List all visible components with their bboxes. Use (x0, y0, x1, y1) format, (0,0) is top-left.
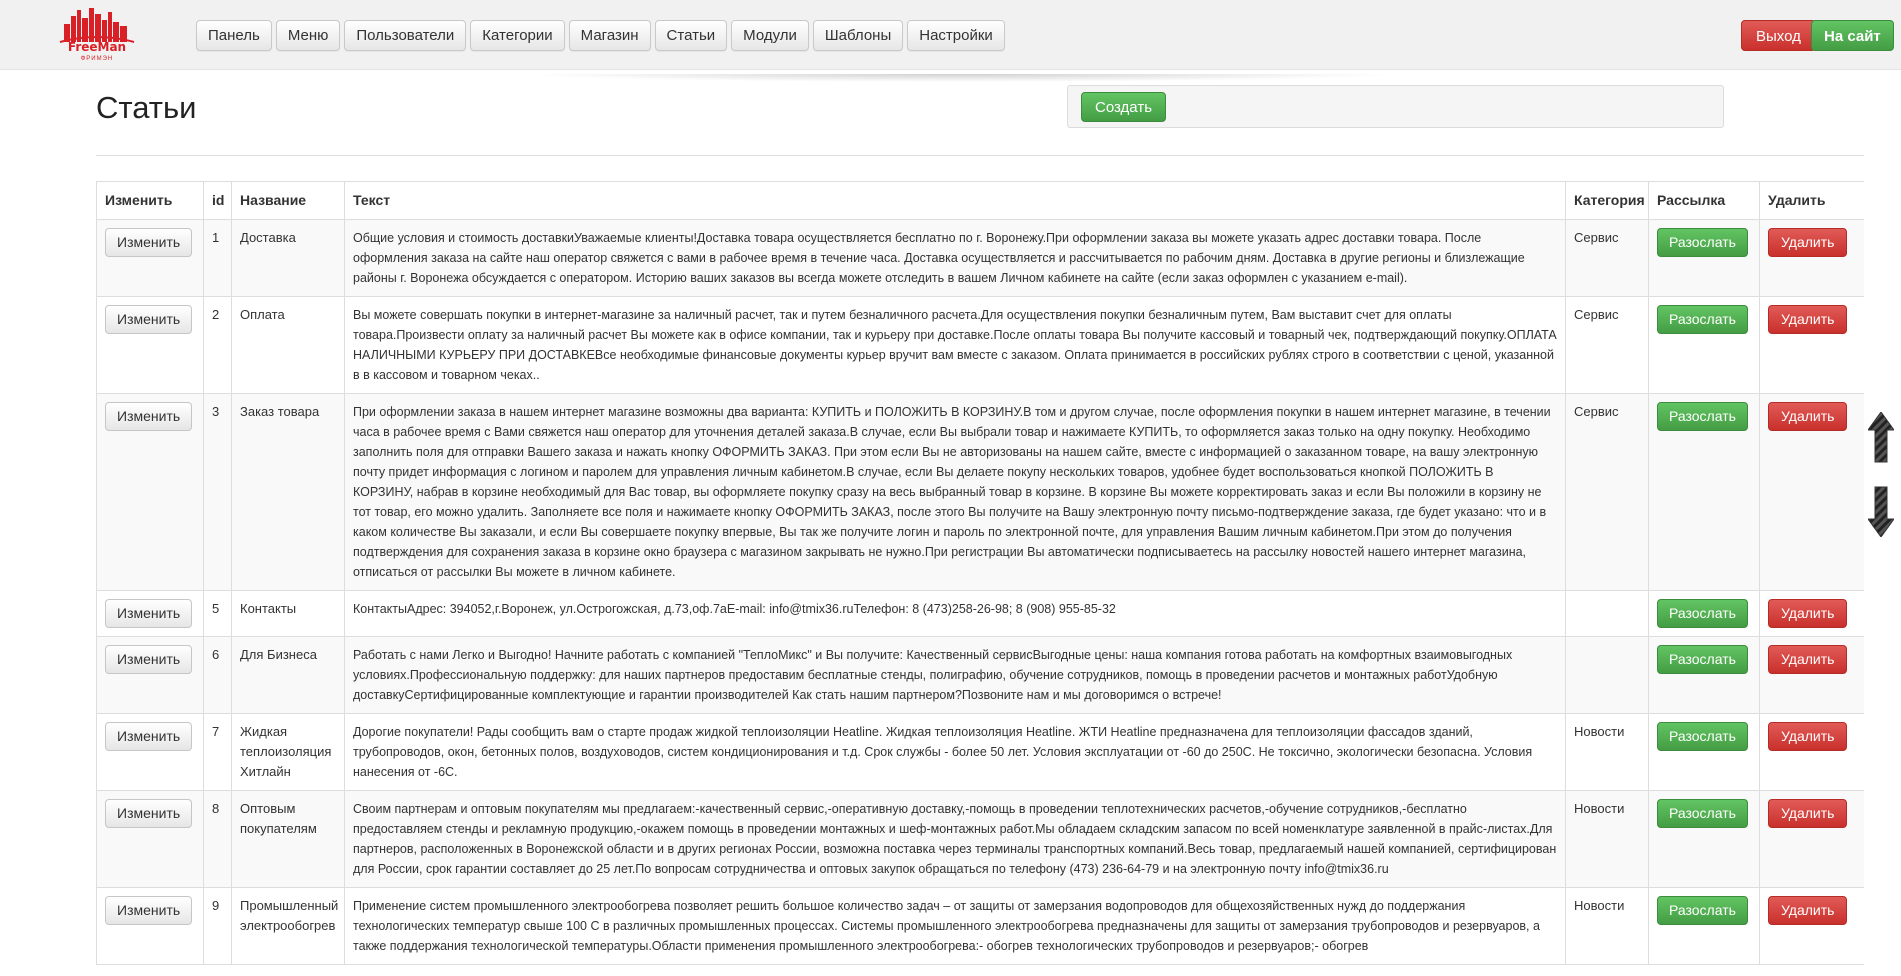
table-row (97, 394, 1865, 591)
row-name: Оплата (232, 297, 345, 394)
edit-button[interactable]: Изменить (105, 228, 192, 257)
col-header-id: id (204, 182, 232, 220)
row-id: 2 (204, 297, 232, 394)
send-button[interactable]: Разослать (1657, 896, 1748, 925)
row-category: Сервис (1566, 394, 1649, 591)
nav-menu[interactable]: Меню (276, 20, 341, 51)
row-category: Новости (1566, 888, 1649, 965)
nav-panel[interactable]: Панель (196, 20, 272, 51)
row-category: Сервис (1566, 297, 1649, 394)
send-button[interactable]: Разослать (1657, 599, 1748, 628)
table-row (97, 591, 1865, 637)
edit-button[interactable]: Изменить (105, 402, 192, 431)
delete-button[interactable]: Удалить (1768, 305, 1847, 334)
send-button[interactable]: Разослать (1657, 799, 1748, 828)
row-id: 9 (204, 888, 232, 965)
brand-name: FreeMan (67, 40, 127, 54)
edit-button[interactable]: Изменить (105, 645, 192, 674)
row-text: Общие условия и стоимость доставкиУважаемые клиенты!Доставка товара осуществляется бесплатно по г. Воронежу.При оформлении заказа вы можете указать адрес доставки товара. После оформления заказа на сайте наш оператор свяжется с вами в рабочее время в течение часа. Доставка осуществляется и рассчитывается по рабочим дням. Доставка в другие регионы и близлежащие районы г. Воронежа обсуждается с оператором. Историю ваших заказов вы всегда можете отследить в вашем Личном кабинете на сайте (если заказ оформлен с указанием e-mail). (345, 220, 1566, 297)
articles-table (96, 181, 1864, 965)
table-row (97, 791, 1865, 888)
nav-templates[interactable]: Шаблоны (813, 20, 903, 51)
nav-settings[interactable]: Настройки (907, 20, 1005, 51)
edit-button[interactable]: Изменить (105, 896, 192, 925)
send-button[interactable]: Разослать (1657, 228, 1748, 257)
row-text: Работать с нами Легко и Выгодно! Начните работать с компанией "ТеплоМикс" и Вы получите: Качественный сервисВыгодные цены: наша компания готова работать на комфортных взаимовыгодных условиях.Профессиональную поддержку: для наших партнеров предоставим бесплатные стенды, полиграфию, обучение сотрудников, помощь в проведении расчетов и монтажных работУдобную доставкуСертифицированные комплектующие и гарантии производителей Как стать нашим партнером?Позвоните нам и мы договоримся о встрече! (345, 637, 1566, 714)
table-row (97, 220, 1865, 297)
table-header-row (97, 182, 1865, 220)
edit-button[interactable]: Изменить (105, 799, 192, 828)
delete-button[interactable]: Удалить (1768, 799, 1847, 828)
row-name: Жидкая теплоизоляция Хитлайн (232, 714, 345, 791)
row-category: Новости (1566, 714, 1649, 791)
nav-shop[interactable]: Магазин (569, 20, 651, 51)
col-header-name: Название (232, 182, 345, 220)
delete-button[interactable]: Удалить (1768, 599, 1847, 628)
row-name: Контакты (232, 591, 345, 637)
row-category: Новости (1566, 791, 1649, 888)
send-button[interactable]: Разослать (1657, 402, 1748, 431)
delete-button[interactable]: Удалить (1768, 896, 1847, 925)
send-button[interactable]: Разослать (1657, 645, 1748, 674)
to-site-button[interactable]: На сайт (1811, 20, 1894, 51)
col-header-edit: Изменить (97, 182, 204, 220)
row-name: Для Бизнеса (232, 637, 345, 714)
edit-button[interactable]: Изменить (105, 599, 192, 628)
exit-button[interactable]: Выход (1741, 20, 1816, 51)
scroll-arrows (1868, 412, 1894, 537)
delete-button[interactable]: Удалить (1768, 645, 1847, 674)
freeman-logo[interactable] (56, 6, 138, 64)
actions-well (1067, 85, 1724, 128)
delete-button[interactable]: Удалить (1768, 402, 1847, 431)
main-nav (196, 20, 1005, 51)
row-name: Промышленный электрообогрев (232, 888, 345, 965)
row-name: Заказ товара (232, 394, 345, 591)
delete-button[interactable]: Удалить (1768, 722, 1847, 751)
row-id: 3 (204, 394, 232, 591)
edit-button[interactable]: Изменить (105, 305, 192, 334)
table-row (97, 297, 1865, 394)
create-button[interactable]: Создать (1081, 92, 1166, 122)
send-button[interactable]: Разослать (1657, 305, 1748, 334)
nav-modules[interactable]: Модули (731, 20, 809, 51)
row-text: При оформлении заказа в нашем интернет магазине возможны два варианта: КУПИТЬ и ПОЛОЖИТЬ В КОРЗИНУ.В том и другом случае, после оформления покупки в нашем интернет магазине, в течении часа в рабочее время с Вами свяжется наш оператор для уточнения деталей заказа.В случае, если Вы выбрали товар и нажимаете КУПИТЬ, то оформляется заказ только на одну покупку. Необходимо заполнить поля для отправки Вашего заказа и нажать кнопку ОФОРМИТЬ ЗАКАЗ. При этом если Вы не авторизованы на нашем сайте, вместе с информацией о заказанном товаре, на вашу электронную почту придет информация с логином и паролем для управления личным кабинетом.В случае, если Вы делаете покупу нескольких товаров, удобнее будет воспользоваться кнопкой ПОЛОЖИТЬ В КОРЗИНУ, набрав в корзине необходимый для Вас товар, вы оформляете покупку сразу на весь выбранный товар в корзине. В корзине Вы можете корректировать заказ и если Вы положили в корзину не тот товар, его можно удалить. Заполняете все поля и нажимаете кнопку ОФОРМИТЬ ЗАКАЗ, после этого Вы получите на Вашу электронную почту письмо-подтверждение заказа, где будет указано: что и в каком количестве Вы заказали, и если Вы совершаете покупку впервые, Вы так же получите логин и пароль по электронной почте, для управления Вашим личным кабинетом.При этом до получения подтверждения для сохранения заказа в корзине окно браузера с магазином закрывать не нужно.При регистрации Вы автоматически подписываетесь на рассылку новостей нашего интернет магазина, отписаться от рассылки Вы можете в личном кабинете. (345, 394, 1566, 591)
top-navbar (0, 0, 1901, 70)
row-category (1566, 637, 1649, 714)
table-row (97, 637, 1865, 714)
arrow-up-icon[interactable] (1868, 412, 1894, 462)
row-id: 5 (204, 591, 232, 637)
row-category: Сервис (1566, 220, 1649, 297)
edit-button[interactable]: Изменить (105, 722, 192, 751)
page-title: Статьи (96, 90, 197, 125)
row-text: Дорогие покупатели! Рады сообщить вам о старте продаж жидкой теплоизоляции Heatline. Жидкая теплоизоляция Heatline. ЖТИ Heatline предназначена для теплоизоляции фассадов зданий, трубопроводов, окон, бетонных полов, воздуховодов, систем кондиционирования и т.д. Срок службы - более 50 лет. Условия эксплуатации от -60 до 250С. Не токсично, экологически безопасна. Условия нанесения от -6С. (345, 714, 1566, 791)
row-text: Вы можете совершать покупки в интернет-магазине за наличный расчет, так и путем безналичного расчета.Для осуществления покупки безналичным путем, Вам выставит счет для оплаты товара.Произвести оплату за наличный расчет Вы можете как в офисе компании, так и курьеру при доставке.После оплаты товара Вы получите кассовый и товарный чек, подтверждающий покупку.ОПЛАТА НАЛИЧНЫМИ КУРЬЕРУ ПРИ ДОСТАВКЕВсе необходимые финансовые документы курьер вручит вам вместе с заказом. Оплата принимается в российских рублях строго в соответствии с ценой, указанной в в кассовом и товарном чеках.. (345, 297, 1566, 394)
table-row (97, 888, 1865, 965)
col-header-category: Категория (1566, 182, 1649, 220)
row-id: 7 (204, 714, 232, 791)
col-header-mailing: Рассылка (1649, 182, 1760, 220)
table-row (97, 714, 1865, 791)
articles-table-wrapper (96, 181, 1864, 976)
row-id: 6 (204, 637, 232, 714)
row-name: Оптовым покупателям (232, 791, 345, 888)
nav-categories[interactable]: Категории (470, 20, 564, 51)
send-button[interactable]: Разослать (1657, 722, 1748, 751)
row-text: Применение систем промышленного электрообогрева позволяет решить большое количество задач – от защиты от замерзания водопроводов для общехозяйственных нужд до поддержания технологических температур свыше 100 С в различных промышленных процессах. Системы промышленного электрообогрева предназначены для защиты от замерзания трубопроводов и резервуаров, а также поддержания технологической температуры.Области применения промышленного электрообогрева:- обогрев технологических трубопроводов и резервуаров;- обогрев (345, 888, 1566, 965)
brand-subtitle: ФРИМЭН (80, 56, 114, 62)
arrow-down-icon[interactable] (1868, 487, 1894, 537)
row-text: КонтактыАдрес: 394052,г.Воронеж, ул.Острогожская, д.73,оф.7aE-mail: info@tmix36.ruТелефон: 8 (473)258-26-98; 8 (908) 955-85-32 (345, 591, 1566, 637)
col-header-text: Текст (345, 182, 1566, 220)
row-category (1566, 591, 1649, 637)
nav-users[interactable]: Пользователи (344, 20, 466, 51)
nav-articles[interactable]: Статьи (655, 20, 728, 51)
divider (96, 155, 1864, 156)
row-name: Доставка (232, 220, 345, 297)
row-text: Своим партнерам и оптовым покупателям мы предлагаем:-качественный сервис,-оперативную доставку,-помощь в проведении теплотехнических расчетов,-обучение сотрудников,-бесплатно предоставляем стенды и рекламную продукцию,-окажем помощь в проведении монтажных и шеф-монтажных работ.Мы обладаем складским запасом по всей номенклатуре заявленной в прайс-листах.Для партнеров, расположенных в Воронежской области и в других регионах России, возможна поставка через терминалы транспортных компаний.Весь товар, предлагаемый нашей компанией, сертифицирован для России, срок гарантии составляет до 25 лет.По вопросам сотрудничества и оптовых закупок обращаться по телефону (473) 236-64-79 и на электронную почту info@tmix36.ru (345, 791, 1566, 888)
header-shadow (520, 74, 1400, 82)
col-header-delete: Удалить (1760, 182, 1865, 220)
delete-button[interactable]: Удалить (1768, 228, 1847, 257)
row-id: 1 (204, 220, 232, 297)
row-id: 8 (204, 791, 232, 888)
